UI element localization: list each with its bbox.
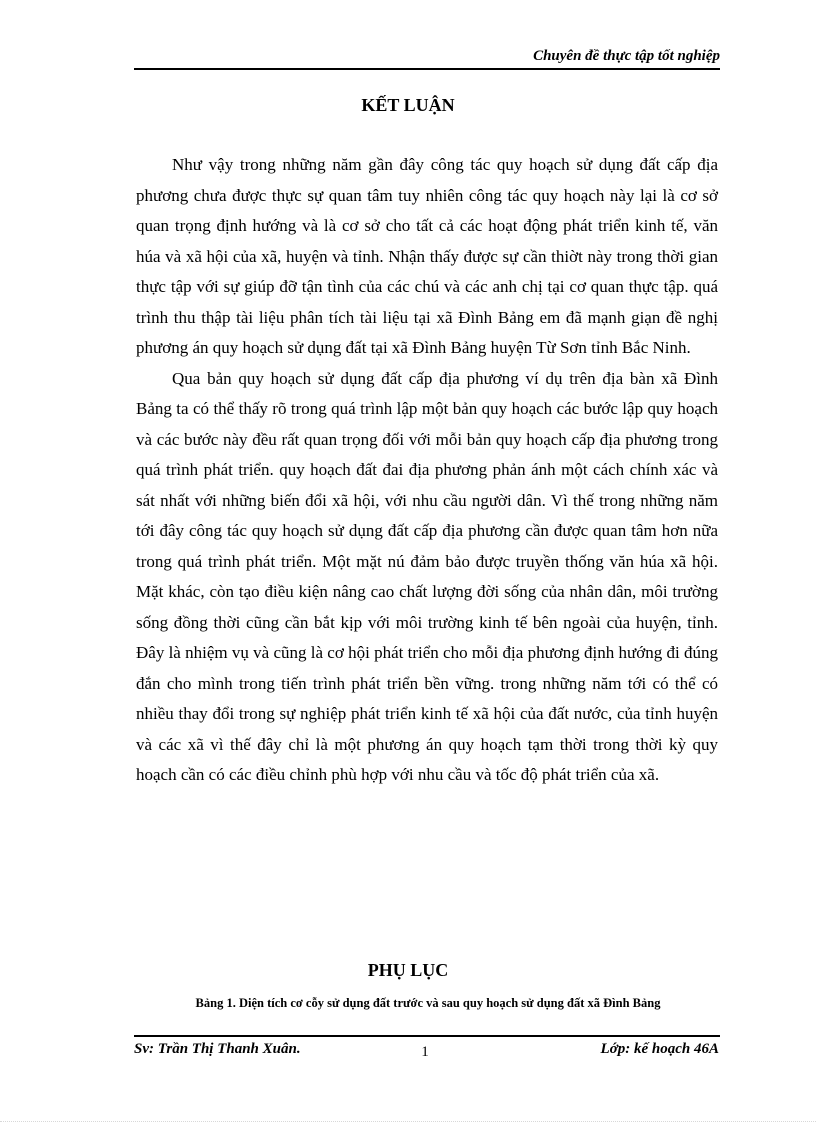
- page-edge: [0, 1121, 816, 1122]
- paragraph: Như vậy trong những năm gần đây công tác quy hoạch sử dụng đất cấp địa phương chưa được thực sự quan tâm tuy nhiên công tác quy hoạch này lại là cơ sở quan trọng định hướng và là cơ sở cho tất cả các hoạt động phát triển kinh tế, văn húa và xã hội của xã, huyện và tỉnh. Nhận thấy được sự cần thiờt này trong thời gian thực tập với sự giúp đỡ tận tình của các chú và các anh chị tại cơ quan thực tập. quá trình thu thập tài liệu phân tích tài liệu tại xã Đình Bảng em đã mạnh giạn đề nghị phương án quy hoạch sử dụng đất tại xã Đình Bảng huyện Từ Sơn tỉnh Bắc Ninh.: [136, 155, 718, 357]
- page-number: 1: [421, 1044, 429, 1060]
- appendix-heading: PHỤ LỤC: [367, 960, 449, 980]
- running-header: Chuyên đề thực tập tốt nghiệp: [533, 48, 720, 64]
- footer-student-name: Sv: Trần Thị Thanh Xuân.: [134, 1041, 301, 1057]
- table-caption: Bảng 1. Diện tích cơ cỗy sử dụng đất trước và sau quy hoạch sử dụng đất xã Đình Bảng: [195, 996, 661, 1010]
- section-heading: KẾT LUẬN: [361, 95, 455, 115]
- footer-divider: [134, 1035, 720, 1037]
- header-divider: [134, 68, 720, 70]
- footer-class: Lớp: kế hoạch 46A: [600, 1041, 719, 1057]
- paragraph: Qua bản quy hoạch sử dụng đất cấp địa phương ví dụ trên địa bàn xã Đình Bảng ta có thể thấy rõ trong quá trình lập một bản quy hoạch các bước lập quy hoạch và các bước này đều rất quan trọng đối với mỗi bản quy hoạch cấp địa phương trong quá trình phát triển. quy hoạch đất đai địa phương phản ánh một cách chính xác và sát nhất với những biến đổi xã hội, với nhu cầu người dân. Vì thế trong những năm tới đây công tác quy hoạch sử dụng đất cấp địa phương cần được quan tâm hơn nữa trong quá trình phát triển. Một mặt nú đảm bảo được truyền thống văn húa xã hội. Mặt khác, còn tạo điều kiện nâng cao chất lượng đời sống của nhân dân, môi trường sống đồng thời cũng cần bắt kịp với môi trường kinh tế bên ngoài của huyện, tỉnh. Đây là nhiệm vụ và cũng là cơ hội phát triển cho mỗi địa phương định hướng đi đúng đắn cho mình trong tiến trình phát triển bền vững. trong những năm tới có thể có nhiều thay đổi trong sự nghiệp phát triển kinh tế xã hội của đất nước, của tỉnh huyện và các xã vì thế đây chỉ là một phương án quy hoạch tạm thời trong thời kỳ quy hoạch cần có các điều chỉnh phù hợp với nhu cầu và tốc độ phát triển của xã.: [136, 368, 718, 784]
- body-text: [136, 150, 718, 791]
